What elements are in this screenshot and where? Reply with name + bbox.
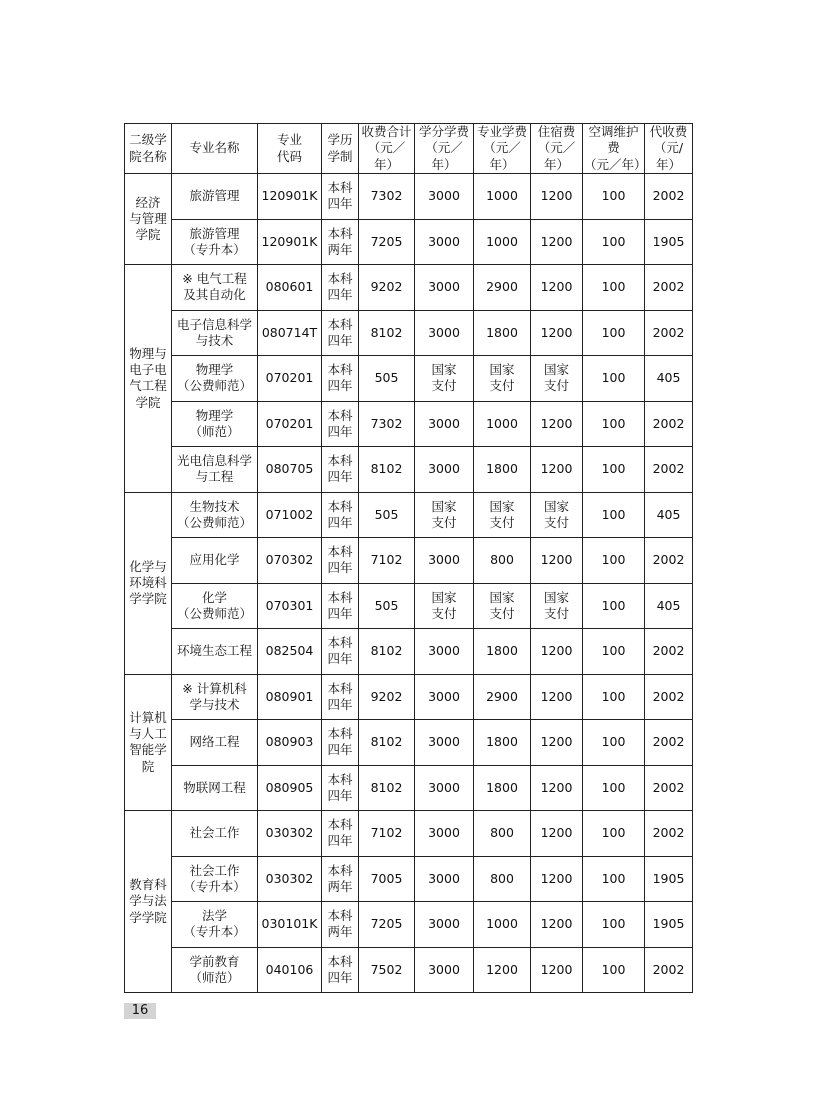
major-cell: 物理学 （公费师范）	[172, 356, 258, 402]
fee-table	[124, 123, 693, 993]
table-row	[125, 174, 693, 220]
major-cell: 化学 （公费师范）	[172, 583, 258, 629]
table-header	[125, 124, 693, 174]
major-tuition-cell: 国家 支付	[474, 583, 531, 629]
dorm-fee-cell: 1200	[531, 765, 583, 811]
code-cell: 070201	[258, 356, 322, 402]
total-fee-cell: 7302	[359, 174, 415, 220]
major-cell: 光电信息科学 与工程	[172, 447, 258, 493]
table-row	[125, 947, 693, 993]
header-education-length: 学历 学制	[322, 124, 359, 174]
code-cell: 030302	[258, 856, 322, 902]
education-length-cell: 本科 两年	[322, 902, 359, 948]
code-cell: 080601	[258, 265, 322, 311]
header-total-fee: 收费合计 （元／年）	[359, 124, 415, 174]
ac-fee-cell: 100	[583, 174, 645, 220]
major-cell: ※ 电气工程 及其自动化	[172, 265, 258, 311]
major-cell: 旅游管理 （专升本）	[172, 219, 258, 265]
credit-tuition-cell: 3000	[415, 720, 474, 766]
credit-tuition-cell: 国家 支付	[415, 583, 474, 629]
major-tuition-cell: 800	[474, 856, 531, 902]
college-cell: 经济 与管理 学院	[125, 174, 172, 265]
education-length-cell: 本科 四年	[322, 947, 359, 993]
header-college: 二级学 院名称	[125, 124, 172, 174]
major-cell: 网络工程	[172, 720, 258, 766]
major-tuition-cell: 1800	[474, 447, 531, 493]
major-cell: 旅游管理	[172, 174, 258, 220]
credit-tuition-cell: 3000	[415, 219, 474, 265]
collected-fee-cell: 2002	[645, 447, 693, 493]
credit-tuition-cell: 3000	[415, 765, 474, 811]
code-cell: 082504	[258, 629, 322, 675]
collected-fee-cell: 1905	[645, 856, 693, 902]
education-length-cell: 本科 四年	[322, 811, 359, 857]
code-cell: 030101K	[258, 902, 322, 948]
college-cell: 计算机 与人工 智能学 院	[125, 674, 172, 811]
total-fee-cell: 7502	[359, 947, 415, 993]
dorm-fee-cell: 1200	[531, 856, 583, 902]
dorm-fee-cell: 国家 支付	[531, 583, 583, 629]
total-fee-cell: 505	[359, 356, 415, 402]
table-row	[125, 902, 693, 948]
dorm-fee-cell: 1200	[531, 674, 583, 720]
collected-fee-cell: 405	[645, 356, 693, 402]
dorm-fee-cell: 国家 支付	[531, 356, 583, 402]
table-row	[125, 492, 693, 538]
major-cell: 物联网工程	[172, 765, 258, 811]
table-row	[125, 674, 693, 720]
total-fee-cell: 8102	[359, 720, 415, 766]
education-length-cell: 本科 四年	[322, 492, 359, 538]
ac-fee-cell: 100	[583, 583, 645, 629]
table-row	[125, 219, 693, 265]
header-credit-tuition: 学分学费 （元／年）	[415, 124, 474, 174]
credit-tuition-cell: 国家 支付	[415, 492, 474, 538]
ac-fee-cell: 100	[583, 902, 645, 948]
collected-fee-cell: 2002	[645, 401, 693, 447]
total-fee-cell: 7205	[359, 902, 415, 948]
code-cell: 120901K	[258, 174, 322, 220]
major-tuition-cell: 1000	[474, 401, 531, 447]
collected-fee-cell: 2002	[645, 538, 693, 584]
major-cell: 学前教育 （师范）	[172, 947, 258, 993]
ac-fee-cell: 100	[583, 947, 645, 993]
ac-fee-cell: 100	[583, 219, 645, 265]
code-cell: 030302	[258, 811, 322, 857]
ac-fee-cell: 100	[583, 765, 645, 811]
header-code: 专业 代码	[258, 124, 322, 174]
ac-fee-cell: 100	[583, 447, 645, 493]
code-cell: 080901	[258, 674, 322, 720]
major-tuition-cell: 1000	[474, 174, 531, 220]
table-row	[125, 401, 693, 447]
total-fee-cell: 9202	[359, 265, 415, 311]
ac-fee-cell: 100	[583, 538, 645, 584]
ac-fee-cell: 100	[583, 492, 645, 538]
dorm-fee-cell: 1200	[531, 447, 583, 493]
code-cell: 070301	[258, 583, 322, 629]
collected-fee-cell: 2002	[645, 765, 693, 811]
credit-tuition-cell: 3000	[415, 174, 474, 220]
education-length-cell: 本科 四年	[322, 401, 359, 447]
credit-tuition-cell: 3000	[415, 310, 474, 356]
dorm-fee-cell: 1200	[531, 629, 583, 675]
ac-fee-cell: 100	[583, 265, 645, 311]
major-tuition-cell: 1800	[474, 310, 531, 356]
major-cell: 应用化学	[172, 538, 258, 584]
collected-fee-cell: 1905	[645, 902, 693, 948]
major-tuition-cell: 1200	[474, 947, 531, 993]
table-body	[125, 174, 693, 993]
major-tuition-cell: 1800	[474, 720, 531, 766]
major-tuition-cell: 1000	[474, 219, 531, 265]
education-length-cell: 本科 四年	[322, 765, 359, 811]
total-fee-cell: 8102	[359, 447, 415, 493]
table-row	[125, 310, 693, 356]
dorm-fee-cell: 1200	[531, 538, 583, 584]
dorm-fee-cell: 1200	[531, 720, 583, 766]
collected-fee-cell: 2002	[645, 174, 693, 220]
education-length-cell: 本科 四年	[322, 447, 359, 493]
major-cell: 社会工作	[172, 811, 258, 857]
total-fee-cell: 505	[359, 492, 415, 538]
education-length-cell: 本科 四年	[322, 265, 359, 311]
ac-fee-cell: 100	[583, 811, 645, 857]
major-cell: 环境生态工程	[172, 629, 258, 675]
credit-tuition-cell: 3000	[415, 265, 474, 311]
table-row	[125, 811, 693, 857]
collected-fee-cell: 2002	[645, 811, 693, 857]
credit-tuition-cell: 3000	[415, 538, 474, 584]
ac-fee-cell: 100	[583, 310, 645, 356]
education-length-cell: 本科 四年	[322, 720, 359, 766]
major-tuition-cell: 800	[474, 538, 531, 584]
code-cell: 071002	[258, 492, 322, 538]
collected-fee-cell: 1905	[645, 219, 693, 265]
table-row	[125, 720, 693, 766]
table-row	[125, 356, 693, 402]
collected-fee-cell: 2002	[645, 265, 693, 311]
credit-tuition-cell: 3000	[415, 856, 474, 902]
code-cell: 070201	[258, 401, 322, 447]
dorm-fee-cell: 1200	[531, 219, 583, 265]
major-cell: 电子信息科学 与技术	[172, 310, 258, 356]
header-major-tuition: 专业学费 （元／年）	[474, 124, 531, 174]
total-fee-cell: 7102	[359, 811, 415, 857]
code-cell: 080705	[258, 447, 322, 493]
total-fee-cell: 8102	[359, 629, 415, 675]
major-tuition-cell: 2900	[474, 674, 531, 720]
collected-fee-cell: 2002	[645, 720, 693, 766]
header-collected-fee: 代收费 （元/年）	[645, 124, 693, 174]
major-tuition-cell: 2900	[474, 265, 531, 311]
education-length-cell: 本科 四年	[322, 583, 359, 629]
major-tuition-cell: 1800	[474, 765, 531, 811]
code-cell: 080905	[258, 765, 322, 811]
collected-fee-cell: 405	[645, 583, 693, 629]
table-row	[125, 629, 693, 675]
ac-fee-cell: 100	[583, 674, 645, 720]
total-fee-cell: 8102	[359, 310, 415, 356]
total-fee-cell: 7005	[359, 856, 415, 902]
credit-tuition-cell: 国家 支付	[415, 356, 474, 402]
major-cell: 社会工作 （专升本）	[172, 856, 258, 902]
dorm-fee-cell: 1200	[531, 401, 583, 447]
table-row	[125, 765, 693, 811]
ac-fee-cell: 100	[583, 856, 645, 902]
table-row	[125, 856, 693, 902]
credit-tuition-cell: 3000	[415, 902, 474, 948]
education-length-cell: 本科 四年	[322, 310, 359, 356]
education-length-cell: 本科 四年	[322, 538, 359, 584]
total-fee-cell: 9202	[359, 674, 415, 720]
ac-fee-cell: 100	[583, 720, 645, 766]
dorm-fee-cell: 1200	[531, 811, 583, 857]
major-cell: ※ 计算机科 学与技术	[172, 674, 258, 720]
dorm-fee-cell: 国家 支付	[531, 492, 583, 538]
table-row	[125, 583, 693, 629]
major-cell: 物理学 （师范）	[172, 401, 258, 447]
code-cell: 080903	[258, 720, 322, 766]
major-cell: 生物技术 （公费师范）	[172, 492, 258, 538]
major-tuition-cell: 国家 支付	[474, 492, 531, 538]
college-cell: 教育科 学与法 学学院	[125, 811, 172, 993]
major-tuition-cell: 800	[474, 811, 531, 857]
college-cell: 化学与 环境科 学学院	[125, 492, 172, 674]
education-length-cell: 本科 四年	[322, 356, 359, 402]
major-tuition-cell: 国家 支付	[474, 356, 531, 402]
collected-fee-cell: 2002	[645, 674, 693, 720]
education-length-cell: 本科 两年	[322, 856, 359, 902]
credit-tuition-cell: 3000	[415, 629, 474, 675]
ac-fee-cell: 100	[583, 629, 645, 675]
table-row	[125, 538, 693, 584]
header-dorm-fee: 住宿费 （元／年）	[531, 124, 583, 174]
credit-tuition-cell: 3000	[415, 947, 474, 993]
table-row	[125, 265, 693, 311]
education-length-cell: 本科 四年	[322, 674, 359, 720]
major-cell: 法学 （专升本）	[172, 902, 258, 948]
credit-tuition-cell: 3000	[415, 401, 474, 447]
code-cell: 040106	[258, 947, 322, 993]
ac-fee-cell: 100	[583, 356, 645, 402]
college-cell: 物理与 电子电 气工程 学院	[125, 265, 172, 493]
collected-fee-cell: 2002	[645, 947, 693, 993]
major-tuition-cell: 1800	[474, 629, 531, 675]
header-ac-fee: 空调维护费 （元／年）	[584, 124, 647, 172]
education-length-cell: 本科 四年	[322, 174, 359, 220]
total-fee-cell: 7205	[359, 219, 415, 265]
education-length-cell: 本科 四年	[322, 629, 359, 675]
total-fee-cell: 505	[359, 583, 415, 629]
total-fee-cell: 7302	[359, 401, 415, 447]
code-cell: 120901K	[258, 219, 322, 265]
dorm-fee-cell: 1200	[531, 902, 583, 948]
dorm-fee-cell: 1200	[531, 947, 583, 993]
dorm-fee-cell: 1200	[531, 174, 583, 220]
collected-fee-cell: 2002	[645, 629, 693, 675]
education-length-cell: 本科 两年	[322, 219, 359, 265]
major-tuition-cell: 1000	[474, 902, 531, 948]
header-row	[125, 124, 693, 174]
credit-tuition-cell: 3000	[415, 447, 474, 493]
header-major: 专业名称	[172, 124, 258, 174]
dorm-fee-cell: 1200	[531, 310, 583, 356]
dorm-fee-cell: 1200	[531, 265, 583, 311]
collected-fee-cell: 405	[645, 492, 693, 538]
ac-fee-cell: 100	[583, 401, 645, 447]
credit-tuition-cell: 3000	[415, 674, 474, 720]
code-cell: 070302	[258, 538, 322, 584]
total-fee-cell: 7102	[359, 538, 415, 584]
table-row	[125, 447, 693, 493]
collected-fee-cell: 2002	[645, 310, 693, 356]
code-cell: 080714T	[258, 310, 322, 356]
page-number: 16	[124, 1003, 156, 1019]
credit-tuition-cell: 3000	[415, 811, 474, 857]
total-fee-cell: 8102	[359, 765, 415, 811]
